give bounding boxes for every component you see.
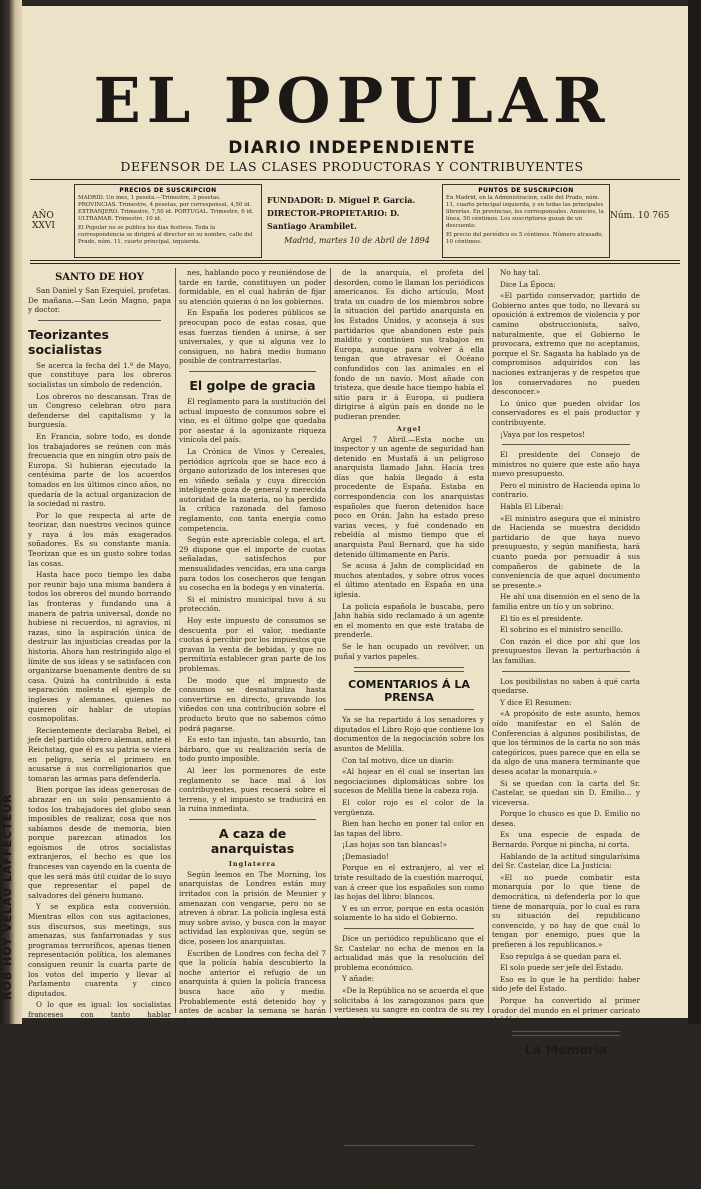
- paragraph: Eso repulga á se quedan para el.: [500, 951, 622, 961]
- year-label: AÑO XXVI: [32, 211, 55, 231]
- article-title-golpe: El golpe de gracia: [189, 377, 316, 393]
- paragraph: Argel 7 Abril.—Esta noche un inspector y un agente de seguridad han detenido en Mustafá á un peligroso anarquista llamado Jahn. Hacía tres días que había llegado á esta procedente de España. Estaba en correspondencia con los anarquistas españoles que fueron detenidos hace poco en Orán. Jahn ha estado preso varias veces, y fué condenado en rebeldía al mismo tiempo que el anarquista Paul Bernard, que ha sido detenido últimamente en París.: [334, 434, 484, 559]
- paragraph: He ahí una disensión en el seno de la familia entre un tío y un sobrino.: [492, 592, 640, 611]
- paragraph: El solo puede ser jefe del Estado.: [500, 963, 624, 973]
- paragraph: Se acusa á Jahn de complicidad en muchos atentados, y sobre otros voces el último atentado en España en una iglesia.: [334, 561, 484, 599]
- paragraph: Bien han hecho en poner tal color en las tapas del libro.: [334, 819, 484, 838]
- paragraph: Y dice El Resumen:: [500, 697, 572, 707]
- paragraph: Los obreros no descansan. Tras de un Congreso celebran otro para defenderse del capitalismo y la burguesía.: [28, 391, 171, 430]
- paragraph: Si el ministro municipal tuvo á su protección.: [179, 594, 326, 614]
- column-1: [28, 268, 171, 1039]
- points-note: El precio del periódico es 5 céntimos. Número atrasado, 10 céntimos.: [446, 232, 604, 245]
- paragraph: Según ha dicho un agente muy conocido, la policía conoce los sitios donde se reúnen todos los anarquistas extranjeros, y el gobierno tiene los datos suficientes para entregar un detalle á los tribunales.: [179, 1027, 326, 1085]
- paragraph: El tío es el presidente.: [500, 613, 584, 623]
- article-title-anarquistas: A caza de anarquistas: [210, 825, 295, 856]
- paragraph: ¡Las hojas son tan blancas!»: [342, 840, 448, 850]
- paragraph: ¡Vaya por los respetos!: [500, 429, 585, 439]
- paragraph: Algunos cándidos creen que el partido conservador está dispuesto á derrotar al Gobierno en la cuestión de los tratados de comercio.: [334, 1150, 484, 1189]
- article-title-teorizantes: Teorizantes socialistas: [28, 326, 109, 357]
- paragraph: Habla El Liberal:: [500, 502, 564, 512]
- paragraph: Hace tiempo que lo venían sospechando los gentes.: [334, 1120, 484, 1140]
- paragraph: «El partido conservador, partido de Gobierno antes que todo, no llevará su oposición á extremos de violencia y por camino obstruccionista, salvo, naturalmente, que el Gobierno le provocara, extremo que no aceptamos, porque el Sr. Sagasta ha hablado ya de compromisos adquiridos con las naciones extranjeras y de respetos que los conservadores no pueden desconocer.»: [492, 291, 640, 397]
- masthead-tagline: DEFENSOR DE LAS CLASES PRODUCTORAS Y CONTRIBUYENTES: [120, 159, 584, 174]
- subscription-heading: PRECIOS DE SUSCRIPCION: [119, 187, 217, 194]
- paragraph: O lo que es igual: los socialistas franceses con tanto hablar constituyen fuerzas disgregadas, y los socialistas alemanes,: [28, 1000, 171, 1039]
- masthead-rule-bottom-2: [30, 263, 680, 264]
- paragraph: Porque en el extranjero, al ver el triste resultado de la cuestión marroquí, van á creer que los españoles son como las hojas del libro: blancos.: [334, 863, 484, 902]
- left-page-edge: [0, 0, 22, 1024]
- paragraph: «El no puede combatir esta monarquía por lo que tiene de democrática, ni defenderla por lo que tiene de monarquía, por lo cual es rara su situación del republicano convencido, y no hay de que cuál lo tengan por enemigo, pues que la prefieren á los republicanos.»: [492, 872, 640, 949]
- santo-text: San Daniel y San Ezequiel, profetas. De mañana.—San León Magno, papa y doctor.: [28, 286, 171, 315]
- right-page-edge: [688, 0, 701, 1024]
- paragraph: «A propósito de este asunto, hemos oído manifestar en el Salón de Conferencias á algunos posibilistas, de que los términos de la carta no son más categóricos, pues parece que en ella se da algo de una manera terminante que desea acatar la monarquía.»: [492, 709, 640, 776]
- points-heading: PUNTOS DE SUSCRIPCION: [478, 187, 574, 194]
- paragraph: Hasta hace poco tiempo les daba por reunir bajo una misma bandera á todos los obreros del mundo borrando las fronteras y fundando una á manera de patria universal, donde no hubiese ni recuerdos, ni agravios, ni razas, sino la aspiración única de destruir las injusticias creadas por la historia. Ahora han restringido algo el límite de sus ideas y se satisfacen con organizarse buenamente dentro de su casa. Quizá ha contribuido á esta separación molesta el ejemplo de ingleses y alemanes, quienes no quieren oír hablar de utopías cosmopolitas.: [28, 570, 171, 724]
- column-divider: [344, 709, 474, 710]
- subscription-note: El Popular no se publica los dias festivos. Toda la correspondencia se dirigirá al director en su nombre, calle del Prado, núm. 11, cuarto principal, izquierda.: [78, 225, 253, 245]
- column-rule: [330, 268, 331, 1013]
- paragraph: Con tal motivo, dice un diario:: [342, 755, 455, 765]
- paragraph: Se le han ocupado un revólver, un puñal y varios papeles.: [334, 641, 484, 661]
- masthead-subtitle: DIARIO INDEPENDIENTE: [228, 138, 476, 158]
- paragraph: Por lo que leemos en los periódicos de Nueva York, los anarquistas se encuentran muy desanimados en América, donde no cuentan con más de cuatro ó cinco, sin la adhesión del Most, apóstol de los descendientes, el sumo sacerdote: [179, 1097, 326, 1165]
- column-divider: [38, 320, 161, 321]
- column-divider: [344, 928, 474, 929]
- column-2: [179, 268, 326, 1165]
- masthead-rule-top: [30, 179, 680, 180]
- director-line: DIRECTOR-PROPIETARIO: D. Santiago Arambilet.: [267, 208, 400, 231]
- paragraph: Según este apreciable colega, el art. 29 dispone que el importe de cuotas señaladas, satisfechos por mensualidades vencidas, era una carga para todos los cosecheros que tengan su cosecha en la bodega y en vinatería.: [179, 535, 326, 593]
- column-divider: [354, 667, 464, 672]
- paragraph: Según leemos en The Morning, los anarquistas de Londres están muy irritados con la prisión de Meunier y amenazan con vengarse, pero no se atreven á obrar. La policía inglesa está muy sobre aviso, y busca con la mayor actividad las explosivas que, según se dice, poseen los anarquistas.: [179, 869, 326, 947]
- paragraph: Porque lo chusco es que D. Emilio no desea.: [492, 809, 640, 828]
- column-divider: [189, 371, 316, 372]
- paragraph: La Crónica de Vinos y Cereales, periódico agrícola que se hace eco á órgano autorizado de los intereses que en viñedo señala y cuya dirección inteligente goza de general y merecida autoridad de la materia, no ha perdido la crítica razonada del famoso reglamento, con tanta energía como competencia.: [179, 446, 326, 533]
- paragraph: Eso es lo que le ha perdido: haber sido jefe del Estado.: [492, 974, 640, 994]
- subscription-box: [74, 184, 262, 258]
- issue-number: Núm. 10 765: [610, 211, 670, 221]
- paragraph: Pero el ministro de Hacienda opina lo contrario.: [492, 480, 640, 500]
- santo-heading: SANTO DE HOY: [55, 272, 144, 283]
- paragraph: Si se quedan con la carta del Sr. Castelar, se quedan sin D. Emilio... y viceversa.: [492, 778, 640, 807]
- paragraph: Ya se ha repartido á los senadores y diputados el Libro Rojo que contiene los documentos de la negociación sobre los asuntos de Melilla.: [334, 715, 484, 753]
- paragraph: Y otro demócrata dice que nadie se ha pedido á Víctor Hugo! Hugo empezó siendo cantor cortesano, pero acabó en el glorioso.: [334, 1026, 484, 1065]
- paragraph: Por lo que respecta al arte de teorizar, dan nuestros vecinos quince y raya á los más exagerados soñadores. Es su constante manía. Teorizan que es un gusto sobre todas las cosas.: [28, 510, 171, 568]
- paragraph: El color rojo es el color de la vergüenza.: [334, 797, 484, 817]
- column-rule: [175, 268, 176, 1013]
- paragraph: La policía española le buscaba, pero Jahn había sido reclamado á un agente en el momento en que este trataba de prenderle.: [334, 601, 484, 640]
- column-4: [492, 268, 640, 1136]
- paragraph: Con razón el dice por ahí que los presupuestos llevan la perturbación á las familias.: [492, 636, 640, 665]
- paragraph: De modo que el impuesto de consumos se desnaturaliza hasta convertirse en directo, gravando los viñedos con una contribución sobre el producto bruto que no sabemos cómo podrá pagarse.: [179, 675, 326, 733]
- paragraph: Dice La Época:: [500, 279, 556, 289]
- newspaper-page: [22, 6, 688, 1189]
- paragraph: nes, hablando poco y reuniéndose de tarde en tarde, constituyen un poder formidable, en el cual habrán de fijar su atención quieras ó no los gobiernos.: [179, 268, 326, 306]
- points-text: En Madrid, en la Administracion, calle del Prado, núm. 11, cuarto principal izquierda, y en todas las principales librerías. En provincias, los corresponsales. Anuncios, la línea, 50 céntimos. Los suscriptores gozan de un descuento.: [446, 195, 604, 229]
- paragraph: Recientemente declaraba Bebel, el jefe del partido obrero aleman, ante el Reichstag, que él es su patria se viera en peligro, sería el primero en acusarse á sus correligionarios que tomaran las armas para defenderla.: [28, 725, 171, 783]
- column-divider: [512, 1031, 620, 1036]
- masthead-rule-bottom: [30, 260, 680, 261]
- section-heading: Estados Unidos: [217, 1087, 288, 1096]
- paragraph: Es esto tan injusto, tan absurdo, tan bárbaro, que su realización sería de todo punto imposible.: [179, 735, 326, 764]
- adjacent-page-text: ROB HOY VELAU LAFFECTEUR: [1, 793, 14, 1000]
- paragraph: El sobrino es el ministro sencillo.: [500, 625, 623, 635]
- paragraph: Y es un error, porque en esta ocasión solamente lo ha sido el Gobierno.: [334, 903, 484, 923]
- subscription-prices: MADRID. Un mes, 1 peseta.—Trimestre, 3 pesetas. PROVINCIAS. Trimestre, 4 pesetas, por corresponsal, 4,50 id. EXTRANJERO. Trimestre, 7,50 id. PORTUGAL. Trimestre, 6 id. ULTRAMAR. Trimestre, 10 id.: [78, 195, 254, 222]
- paragraph: El presidente del Consejo de ministros no quiere que este año haya nuevo presupuesto.: [492, 450, 640, 479]
- paragraph: «El ministro asegura que el ministro de Hacienda se muestra decidido partidario de que haya nuevo presupuesto, y según manifiesta, hará cuanto pueda por persuadir á sus compañeros de gabinete de la conveniencia de que aquel documento se presente.»: [492, 513, 640, 590]
- paragraph: ¡Demasiado!: [342, 851, 389, 861]
- founder-block: [267, 194, 437, 233]
- paragraph: Y añade:: [342, 974, 374, 984]
- paragraph: Entre los documentos que comprende el Libro encarnado, repartido ayer en las Cámaras, y referentes á las negociaciones diplomáticas seguidas con motivo de los sucesos de Melilla, figura: [492, 1078, 640, 1136]
- paragraph: No hay tal.: [500, 268, 541, 277]
- paragraph: Es una especie de espada de Bernardo. Porque ni pincha, ni corta.: [492, 830, 640, 850]
- paragraph: Castelar tiene la cabeza donde Víctor Hugo tenía el...: [334, 1099, 484, 1119]
- paragraph: Se acerca la fecha del 1.º de Mayo, que constituye para los obreros socialistas un símbolo de redención.: [28, 360, 171, 389]
- paragraph: El reglamento para la sustitución del actual impuesto de consumos sobre el vino, es el último golpe que quedaba por asestar á la agonizante riqueza vinícola del país.: [179, 396, 326, 445]
- article-title-memoria: La Memoria: [524, 1041, 608, 1057]
- paragraph: Hoy este impuesto de consumos se descuenta por el valor, mediante cuotas á percibir por los impuestos que gravan la venta de bebidas, y que no permitiría establecer gran parte de los problemas.: [179, 616, 326, 673]
- section-heading: Inglaterra: [228, 859, 277, 868]
- paragraph: En Francia, sobre todo, es donde los trabajadores se reúnen con más frecuencia que en ningún otro país de Europa. Si hubieran ejecutado la centésima parte de los acuerdos tomados en los últimos cinco años, no quedaría de la actual organizacion de la sociedad ni rastro.: [28, 431, 171, 509]
- founder-line: FUNDADOR: D. Miguel P. Garcia.: [267, 195, 416, 205]
- paragraph: de la anarquía, el profeta del desorden, como le llaman los periódicos americanos. Es dicho artículo, Most trata un cuadro de los miembros sobre la situación del partido anarquista en los Estados Unidos, y aconseja á sus partidarios que abandonen este país maldito y continúen sus trabajos en Europa, aunque para volver á ella tengan que atravesar el Océano confundidos con las animales en el fondo de un navío. Most añade con tristeza, que desde hace tiempo había el sitio para ir á Europa, si pudiera dirigirse á algún país en donde no le pudieran prender.: [334, 268, 484, 421]
- paragraph: Lo único que pueden olvidar los conservadores es el país productor y contribuyente.: [492, 398, 640, 427]
- masthead-title: EL POPULAR: [93, 64, 611, 137]
- paragraph: Y se explica esta conversión. Mientras ellos con sus agitaciones, sus discursos, sus meetings, sus amenazas, sus fanfarronadas y sus programas terroríficos, apenas tienen representación política, los alemanes consiguen reunir la cuarta parte de los votos del imperio y llevar al Parlamento cuarenta y cinco diputados.: [28, 902, 171, 998]
- paragraph: Entendido.: [342, 1087, 383, 1097]
- paragraph: «De la República no se acuerda el que solicitaba á los zaragozanos para que vertiesen su sangre en contra de su rey desacertado.: [334, 986, 484, 1024]
- section-heading: DEL EMBAJADOR EXTRAORDINARIO: [523, 1060, 609, 1077]
- paragraph: En España los poderes públicos se preocupan poco de estas cosas, que esas fuerzas tienden á unirse, á ser universales, y que si alguna vez lo consiguen, no habrá medio humano posible de contrarrestarlas.: [179, 308, 326, 366]
- points-box: [442, 184, 610, 258]
- paragraph: «Al hojear en él cual se insertan las negociaciones diplomáticas sobre los sucesos de Melilla tiene la cabeza roja.: [334, 767, 484, 796]
- paragraph: Los posibilistas no saben á qué carta quedarse.: [492, 676, 640, 696]
- paragraph: Dice un periódico republicano que el Sr. Castelar no echa de menos en la actualidad más que la resolución del problema económico.: [334, 934, 484, 972]
- column-divider: [502, 671, 630, 672]
- column-3: [334, 268, 484, 1189]
- paragraph: Hablando de la actitud singularísima del Sr. Castelar, dice La Justicia:: [492, 851, 640, 871]
- paragraph: Bien porque las ideas generosas de abrazar en un solo pensamiento á todos los trabajadores del globo sean imposibles de realizar, cosa que nos sabíamos desde de memoria, bien porque parezcan atinados los egoísmos de otros socialistas extranjeros, el hecho es que los franceses van cayendo en la cuenta de que les será más útil cuidar de lo suyo que representar el papel de salvadores del género humano.: [28, 785, 171, 900]
- section-heading: Argel: [396, 424, 422, 433]
- paragraph: Al leer los pormenores de este reglamento se hace mal á los contribuyentes, pues recaerá sobre el terreno, y el impuesto se traducirá en la ruina inmediata.: [179, 765, 326, 814]
- column-divider: [189, 819, 316, 820]
- paragraph: Escriben de Londres con fecha del 7 que la policía había descubierto la noche anterior el refugio de un anarquista á quien la policía francesa busca hace año y medio. Probablemente está detenido hoy y antes de acabar la semana se harán otras prisiones.: [179, 948, 326, 1025]
- column-divider: [502, 444, 630, 445]
- paragraph: Porque ha convertido al primer orador del mundo en el primer caricato del Universo.: [492, 995, 640, 1025]
- article-title-comentarios: COMENTARIOS Á LA PRENSA: [348, 678, 470, 705]
- column-rule: [488, 268, 489, 1013]
- paragraph: Castelar es un Víctor Hugo... al revés.»: [334, 1066, 484, 1086]
- column-divider: [344, 1145, 474, 1146]
- issue-date: Madrid, martes 10 de Abril de 1894: [284, 236, 430, 245]
